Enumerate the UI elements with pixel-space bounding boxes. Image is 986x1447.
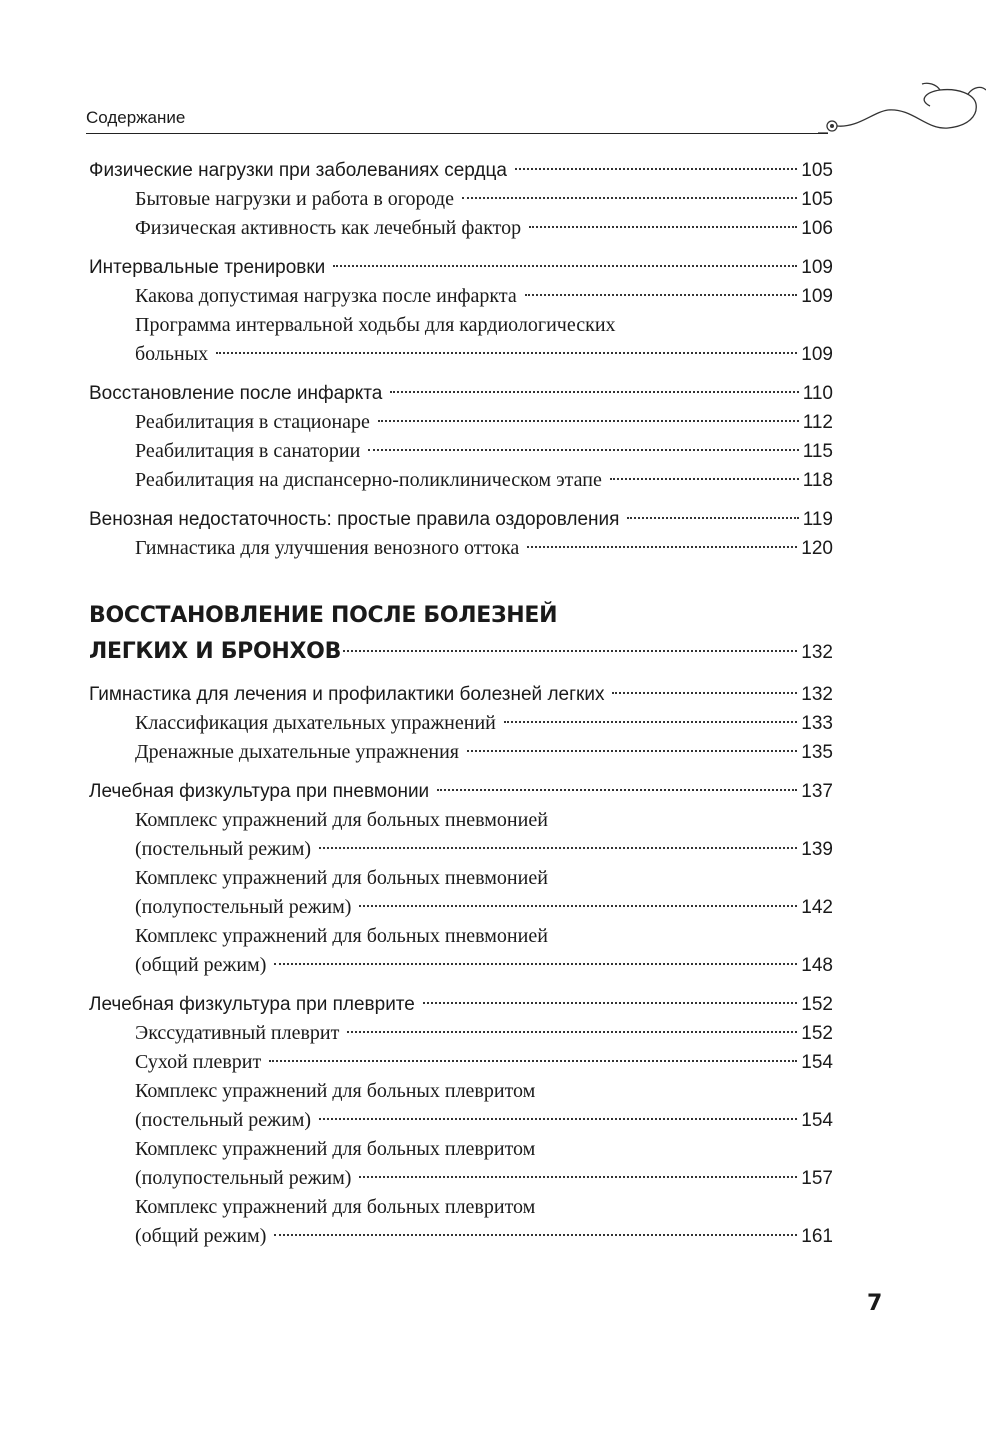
dot-leader [216,352,797,354]
toc-entry-title: (постельный режим) [135,1109,312,1131]
toc-entry-title: Интервальные тренировки [89,257,326,278]
dot-leader [378,420,799,422]
toc-page-number: 142 [801,897,833,918]
dot-leader [333,265,797,267]
running-header [86,104,846,134]
toc-entry-title: Физические нагрузки при заболеваниях сердца [89,160,507,181]
toc-chapter-entry[interactable] [89,253,833,282]
toc-page-number: 109 [801,257,833,278]
toc-entry-title: Гимнастика для улучшения венозного оттока [135,537,520,559]
dot-leader [627,517,798,519]
dot-leader [525,294,798,296]
toc-entry-title: Гимнастика для лечения и профилактики болезней легких [89,684,605,705]
toc-entry-first-line[interactable]: Комплекс упражнений для больных пневмонией [135,867,548,889]
dot-leader [390,391,798,393]
toc-page-number: 157 [801,1168,833,1189]
toc-page-number: 152 [801,1023,833,1044]
toc-page-number: 148 [801,955,833,976]
dot-leader [274,963,797,965]
toc-page-number: 137 [801,781,833,802]
dot-leader [612,692,797,694]
toc-section-entry[interactable] [89,534,833,563]
toc-entry-title: Дренажные дыхательные упражнения [135,741,459,763]
toc-entry-first-line[interactable]: Комплекс упражнений для больных плевритом [135,1080,536,1102]
toc-page-number: 106 [801,218,833,239]
toc-section-entry[interactable] [89,1164,833,1193]
toc-entry-first-line[interactable]: Программа интервальной ходьбы для кардиологических [135,314,616,336]
toc-chapter-entry[interactable] [89,990,833,1019]
toc-entry-title: ЛЕГКИХ И БРОНХОВ [89,639,342,664]
toc-entry-first-line[interactable]: Комплекс упражнений для больных плевритом [135,1138,536,1160]
dot-leader [610,478,799,480]
dot-leader [359,905,797,907]
toc-entry-title: (полупостельный режим) [135,1167,352,1189]
toc-page-number: 161 [801,1226,833,1247]
toc-entry-title: Реабилитация на диспансерно-поликлиническом этапе [135,469,602,491]
toc-section-entry[interactable] [89,437,833,466]
page-number: 7 [867,1291,883,1316]
dot-leader [269,1060,797,1062]
dot-leader [423,1002,797,1004]
toc-entry-title: Лечебная физкультура при плеврите [89,994,415,1015]
toc-entry-first-line[interactable]: Комплекс упражнений для больных пневмонией [135,925,548,947]
stethoscope-icon [818,82,986,142]
toc-entry-title: (общий режим) [135,954,267,976]
toc-page-number: 120 [801,538,833,559]
toc-entry-title: Реабилитация в стационаре [135,411,370,433]
dot-leader [319,1118,797,1120]
toc-part-heading[interactable]: ВОССТАНОВЛЕНИЕ ПОСЛЕ БОЛЕЗНЕЙ [89,603,558,628]
toc-entry-title: Лечебная физкультура при пневмонии [89,781,430,802]
toc-section-entry[interactable] [89,185,833,214]
dot-leader [274,1234,797,1236]
toc-entry-title: Классификация дыхательных упражнений [135,712,496,734]
toc-section-entry[interactable] [89,1048,833,1077]
toc-page-number: 105 [801,160,833,181]
toc-page-number: 112 [802,412,833,433]
toc-entry-title: Венозная недостаточность: простые правила оздоровления [89,509,620,530]
dot-leader [515,168,797,170]
toc-section-entry[interactable] [89,738,833,767]
toc-entry-title: больных [135,343,209,365]
toc-entry-first-line[interactable]: Комплекс упражнений для больных плевритом [135,1196,536,1218]
toc-section-entry[interactable] [89,951,833,980]
dot-leader [343,650,797,652]
header-title: Содержание [86,108,186,127]
toc-page-number: 109 [801,286,833,307]
header-rule [86,133,828,134]
toc-chapter-entry[interactable] [89,680,833,709]
dot-leader [504,721,797,723]
toc-section-entry[interactable] [89,340,833,369]
dot-leader [437,789,797,791]
toc-entry-first-line[interactable]: Комплекс упражнений для больных пневмонией [135,809,548,831]
toc-section-entry[interactable] [89,709,833,738]
toc-entry-title: Экссудативный плеврит [135,1022,340,1044]
toc-entry-title: Реабилитация в санатории [135,440,361,462]
toc-page-number: 135 [801,742,833,763]
toc-section-entry[interactable] [89,214,833,243]
toc-page-number: 109 [801,344,833,365]
toc-page-number: 105 [801,189,833,210]
toc-page-number: 139 [801,839,833,860]
toc-entry-title: (постельный режим) [135,838,312,860]
toc-page-number: 118 [802,470,833,491]
dot-leader [368,449,798,451]
toc-entry-title: Бытовые нагрузки и работа в огороде [135,188,454,210]
toc-chapter-entry[interactable] [89,505,833,534]
toc-entry-title: Сухой плеврит [135,1051,262,1073]
toc-page-number: 154 [801,1110,833,1131]
toc-part-entry[interactable] [89,635,833,670]
toc-page-number: 154 [801,1052,833,1073]
toc-page-number: 152 [801,994,833,1015]
toc-page-number: 115 [802,441,833,462]
toc-section-entry[interactable] [89,466,833,495]
dot-leader [347,1031,797,1033]
toc-entry-title: (полупостельный режим) [135,896,352,918]
toc-section-entry[interactable] [89,1222,833,1251]
toc-page-number: 133 [801,713,833,734]
toc-section-entry[interactable] [89,835,833,864]
toc-entry-title: Физическая активность как лечебный фактор [135,217,522,239]
toc-chapter-entry[interactable] [89,777,833,806]
dot-leader [462,197,797,199]
dot-leader [529,226,797,228]
toc-entry-title: (общий режим) [135,1225,267,1247]
toc-section-entry[interactable] [89,1106,833,1135]
toc-section-entry[interactable] [89,893,833,922]
toc-section-entry[interactable] [89,1019,833,1048]
table-of-contents [89,156,833,1251]
toc-entry-title: Восстановление после инфаркта [89,383,383,404]
toc-chapter-entry[interactable] [89,156,833,185]
dot-leader [319,847,797,849]
toc-entry-title: Какова допустимая нагрузка после инфаркта [135,285,517,307]
toc-page-number: 132 [801,684,833,705]
toc-chapter-entry[interactable] [89,379,833,408]
toc-section-entry[interactable] [89,282,833,311]
dot-leader [359,1176,797,1178]
dot-leader [467,750,797,752]
toc-page-number: 119 [802,509,833,530]
toc-page-number: 132 [801,642,833,663]
dot-leader [527,546,797,548]
toc-section-entry[interactable] [89,408,833,437]
toc-page-number: 110 [802,383,833,404]
